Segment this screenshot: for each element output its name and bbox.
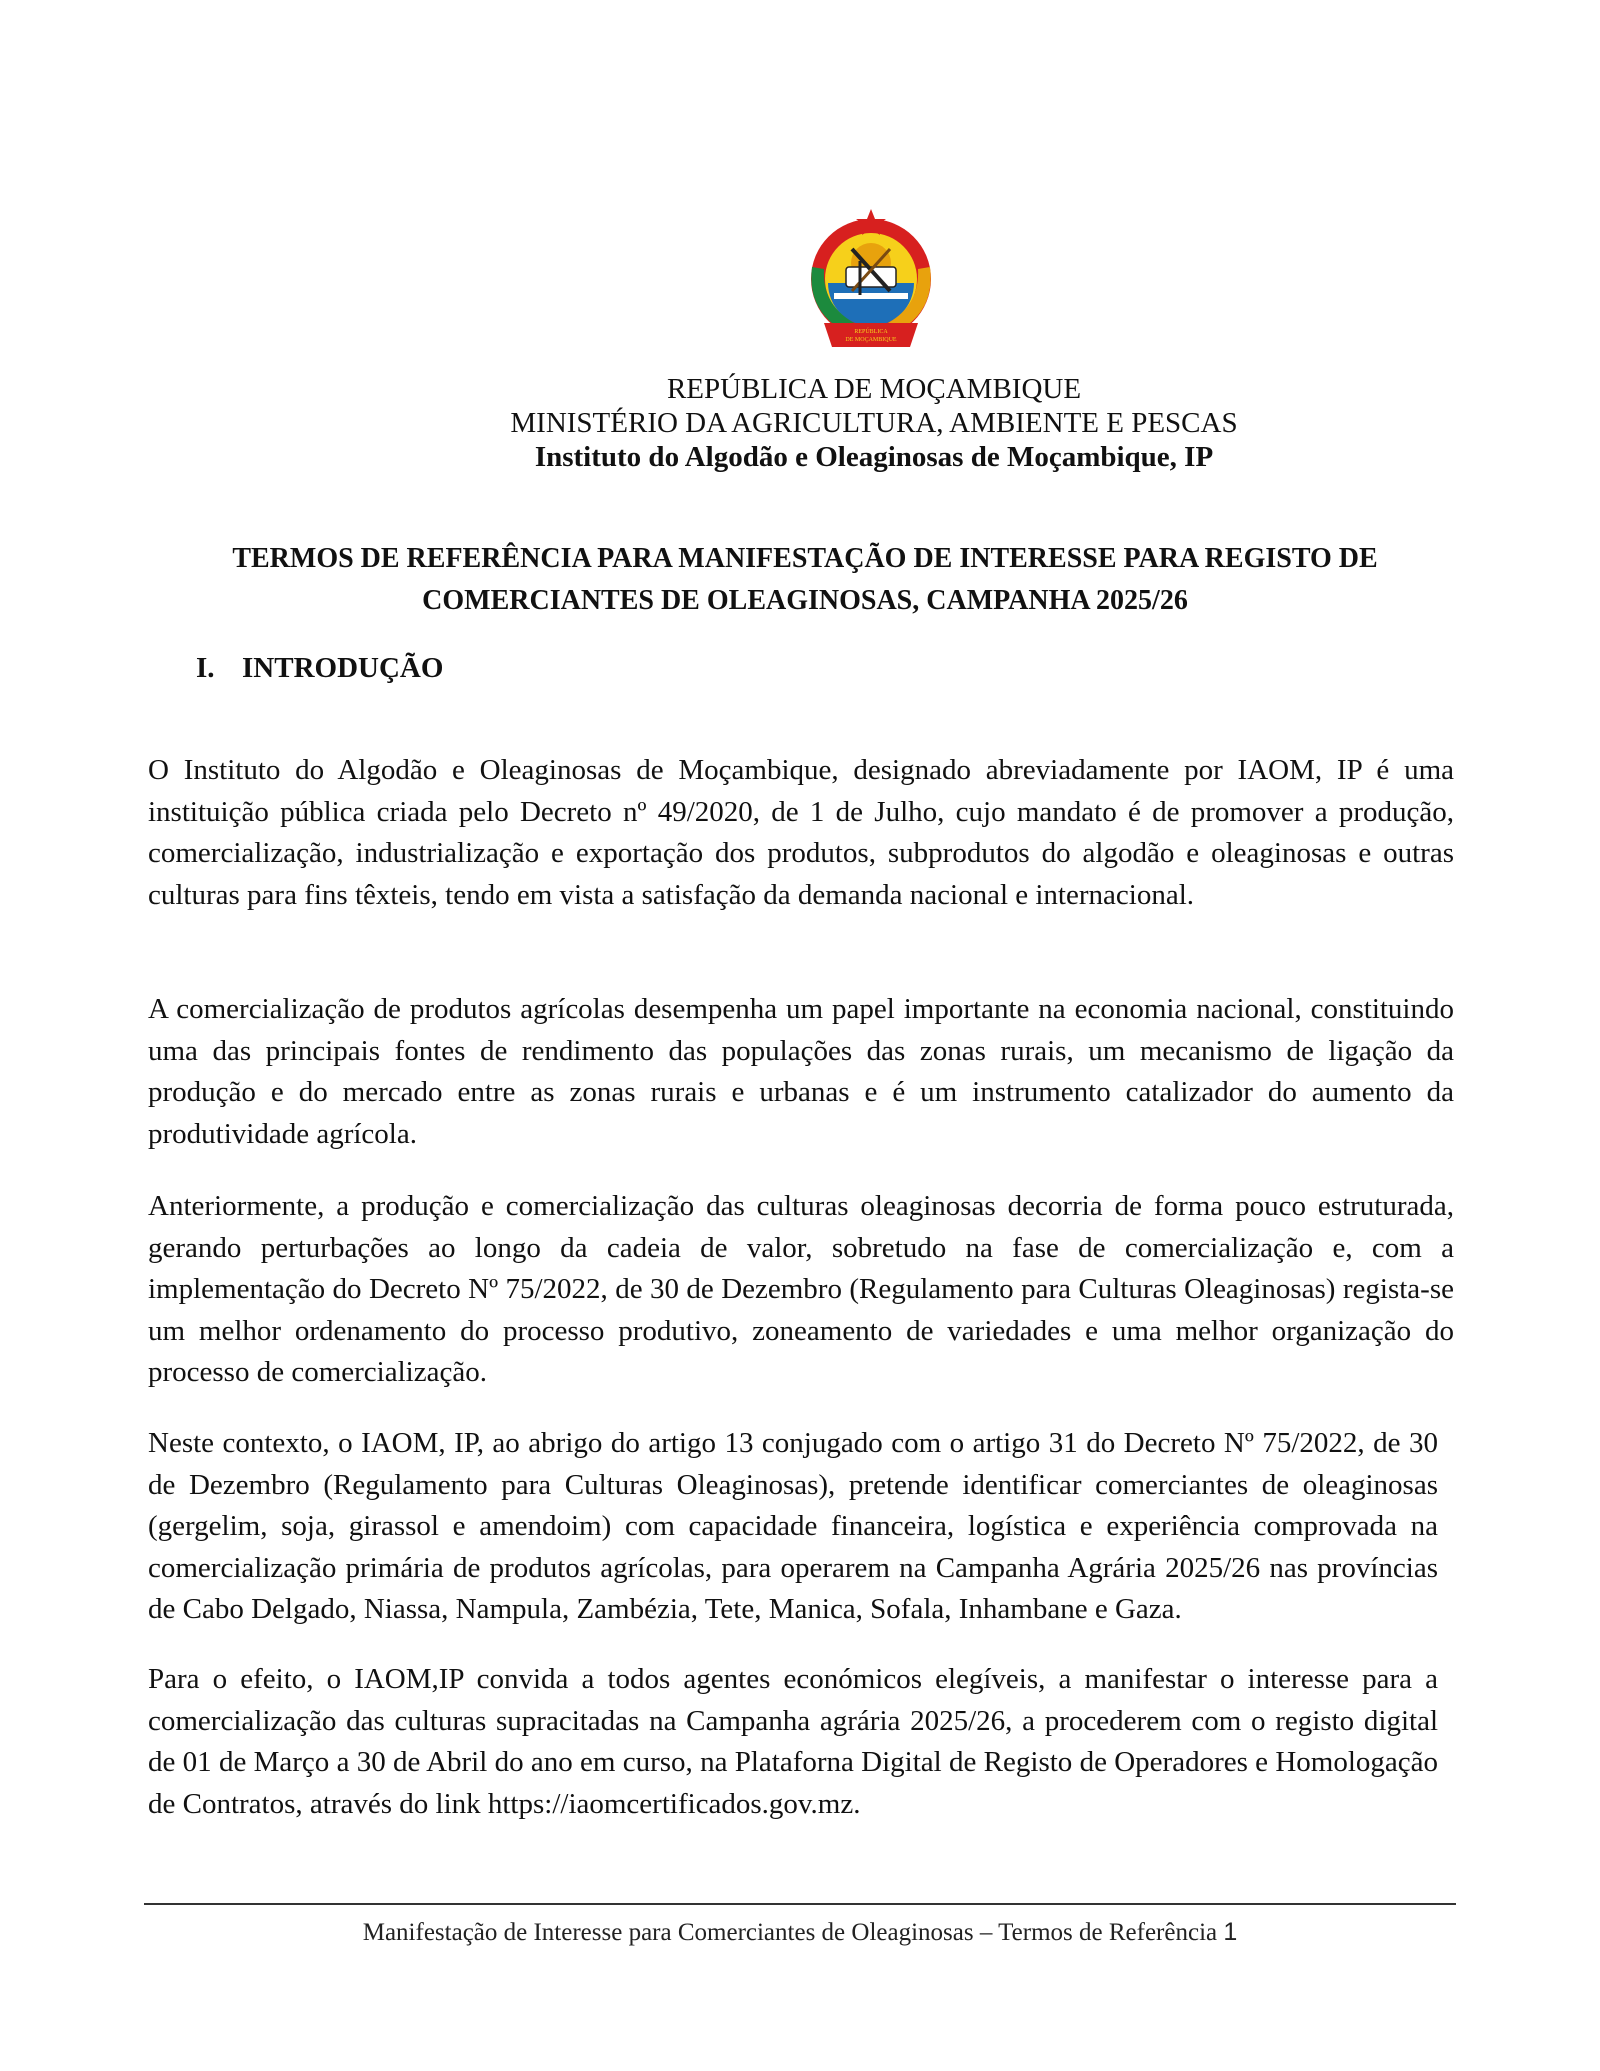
page-number: 1 <box>1223 1918 1238 1946</box>
title-line-2: COMERCIANTES DE OLEAGINOSAS, CAMPANHA 2025/26 <box>422 585 1188 616</box>
paragraph: Para o efeito, o IAOM,IP convida a todos agentes económicos elegíveis, a manifestar o interesse para a comercialização das culturas supracitadas na Campanha agrária 2025/26, a procederem com o registo digital de 01 de Março a 30 de Abril do ano em curso, na Plataforna Digital de Registo de Operadores e Homologação de Contratos, através do link https://iaomcertificados.gov.mz. <box>148 1663 1438 1820</box>
svg-text:REPÚBLICA: REPÚBLICA <box>854 329 888 335</box>
svg-text:DE MOÇAMBIQUE: DE MOÇAMBIQUE <box>845 337 897 343</box>
footer-divider <box>144 1903 1456 1905</box>
section-title: INTRODUÇÃO <box>242 652 444 684</box>
document-title <box>148 538 1462 622</box>
document-header <box>0 372 1600 474</box>
section-number: I. <box>196 652 215 684</box>
title-line-1: TERMOS DE REFERÊNCIA PARA MANIFESTAÇÃO DE INTERESSE PARA REGISTO DE <box>232 543 1378 574</box>
paragraph: A comercialização de produtos agrícolas desempenha um papel importante na economia nacional, constituindo uma das principais fontes de rendimento das populações das zonas rurais, um mecanismo de ligação da produção e do mercado entre as zonas rurais e urbanas e é um instrumento catalizador do aumento da produtividade agrícola. <box>148 993 1454 1150</box>
institute-name: Instituto do Algodão e Oleaginosas de Moçambique, IP <box>534 441 1214 473</box>
mozambique-coat-of-arms-icon <box>794 207 948 361</box>
republic-name: REPÚBLICA DE MOÇAMBIQUE <box>666 373 1082 405</box>
section-heading <box>196 650 443 686</box>
footer-text: Manifestação de Interesse para Comerciantes de Oleaginosas – Termos de Referência <box>362 1919 1218 1946</box>
page-footer <box>0 1916 1600 1949</box>
paragraph: O Instituto do Algodão e Oleaginosas de Moçambique, designado abreviadamente por IAOM, IP é uma instituição pública criada pelo Decreto nº 49/2020, de 1 de Julho, cujo mandato é de promover a produção, comercialização, industrialização e exportação dos produtos, subprodutos do algodão e oleaginosas e outras culturas para fins têxteis, tendo em vista a satisfação da demanda nacional e internacional. <box>148 754 1454 911</box>
paragraph: Anteriormente, a produção e comercialização das culturas oleaginosas decorria de forma pouco estruturada, gerando perturbações ao longo da cadeia de valor, sobretudo na fase de comercialização e, com a implementação do Decreto Nº 75/2022, de 30 de Dezembro (Regulamento para Culturas Oleaginosas) regista-se um melhor ordenamento do processo produtivo, zoneamento de variedades e uma melhor organização do processo de comercialização. <box>148 1190 1454 1389</box>
paragraph: Neste contexto, o IAOM, IP, ao abrigo do artigo 13 conjugado com o artigo 31 do Decreto Nº 75/2022, de 30 de Dezembro (Regulamento para Culturas Oleaginosas), pretende identificar comerciantes de oleaginosas (gergelim, soja, girassol e amendoim) com capacidade financeira, logística e experiência comprovada na comercialização primária de produtos agrícolas, para operarem na Campanha Agrária 2025/26 nas províncias de Cabo Delgado, Niassa, Nampula, Zambézia, Tete, Manica, Sofala, Inhambane e Gaza. <box>148 1427 1438 1626</box>
ministry-name: MINISTÉRIO DA AGRICULTURA, AMBIENTE E PESCAS <box>510 407 1238 439</box>
